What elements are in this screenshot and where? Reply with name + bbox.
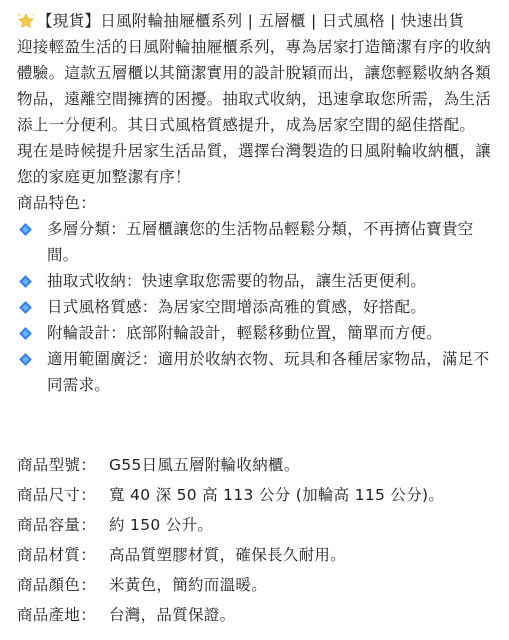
spec-label: 商品材質： [17,546,97,564]
feature-item [17,268,497,294]
section-gap [17,398,497,450]
spec-value: 約 150 公升。 [109,516,214,534]
spec-value: 台灣，品質保證。 [109,606,236,624]
spec-label: 商品產地： [17,606,97,624]
spec-value: 米黃色，簡約而溫暖。 [109,576,268,594]
product-title-line [17,8,497,34]
spec-label: 商品容量： [17,516,97,534]
feature-text: 多層分類：五層櫃讓您的生活物品輕鬆分類，不再擠佔寶貴空間。 [47,220,474,264]
intro-paragraph: 迎接輕盈生活的日風附輪抽屜櫃系列，專為居家打造簡潔有序的收納體驗。這款五層櫃以其簡潔實用的設計脫穎而出，讓您輕鬆收納各類物品，遠離空間擁擠的困擾。抽取式收納，迅速拿取您所需，為生活添上一分便利。其日式風格質感提升，成為居家空間的絕佳搭配。 [17,38,492,134]
blue-diamond-icon [18,326,33,341]
spec-row-color [17,570,497,600]
feature-text: 日式風格質感：為居家空間增添高雅的質感，好搭配。 [47,298,427,316]
blue-diamond-icon [18,274,33,289]
feature-list [17,216,497,398]
spec-list [17,450,497,630]
spec-label: 商品尺寸： [17,486,97,504]
spec-value: 高品質塑膠材質，確保長久耐用。 [109,546,347,564]
feature-item [17,320,497,346]
features-heading: 商品特色： [17,194,97,212]
blue-diamond-icon [18,300,33,315]
product-title: 【現貨】日風附輪抽屜櫃系列 | 五層櫃 | 日式風格 | 快速出貨 [37,12,465,30]
spec-label: 商品型號： [17,456,97,474]
spec-row-model [17,450,497,480]
spec-row-material [17,540,497,570]
spec-row-origin [17,600,497,630]
feature-item [17,294,497,320]
glowing-star-icon [17,12,35,30]
spec-row-size [17,480,497,510]
feature-text: 適用範圍廣泛：適用於收納衣物、玩具和各種居家物品，滿足不同需求。 [47,350,490,394]
blue-diamond-icon [18,222,33,237]
feature-item [17,216,497,268]
feature-text: 附輪設計：底部附輪設計，輕鬆移動位置，簡單而方便。 [47,324,443,342]
spec-label: 商品顏色： [17,576,97,594]
feature-text: 抽取式收納：快速拿取您需要的物品，讓生活更便利。 [47,272,427,290]
feature-item [17,346,497,398]
cta-paragraph: 現在是時候提升居家生活品質，選擇台灣製造的日風附輪收納櫃，讓您的家庭更加整潔有序！ [17,142,492,186]
spec-value: G55日風五層附輪收納櫃。 [109,456,300,474]
spec-value: 寬 40 深 50 高 113 公分 (加輪高 115 公分)。 [109,486,445,504]
spec-row-capacity [17,510,497,540]
blue-diamond-icon [18,352,33,367]
